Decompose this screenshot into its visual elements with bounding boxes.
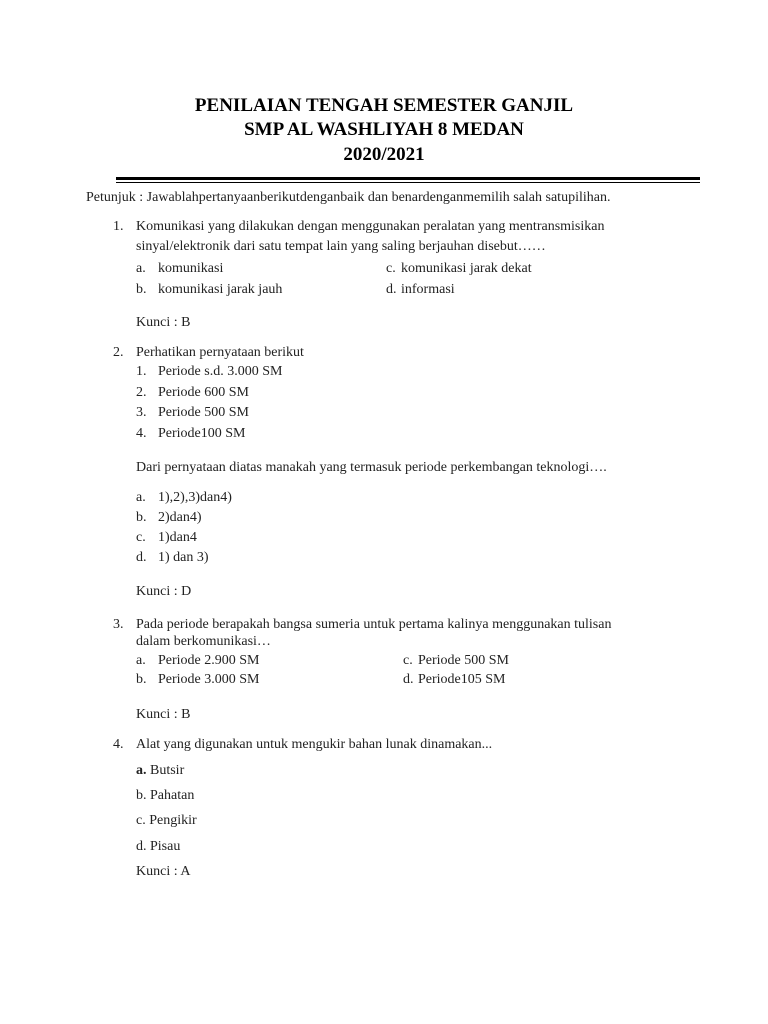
option-letter: b. [136,672,147,687]
question-prompt: Dari pernyataan diatas manakah yang termasuk periode perkembangan teknologi…. [136,460,607,475]
option-line [136,838,180,856]
answer-key: Kunci : B [136,315,191,330]
option-text: 1),2),3)dan4) [158,490,232,505]
option-line [136,762,184,780]
option-letter: c. [386,261,396,276]
option-letter: b. [136,788,147,803]
statement-text: Periode 500 SM [158,405,249,420]
title-line-2: SMP AL WASHLIYAH 8 MEDAN [244,119,524,140]
option-text: Periode105 SM [418,672,506,687]
question-number: 2. [113,345,124,360]
statement-text: Periode 600 SM [158,385,249,400]
option-letter: b. [136,510,147,525]
option-letter: a. [136,490,146,505]
option-text: komunikasi jarak dekat [401,261,532,276]
option-letter: c. [403,653,413,668]
option-text: komunikasi [158,261,224,276]
option-text: Periode 500 SM [418,653,509,668]
option-text: Butsir [150,763,185,778]
question-text: Pada periode berapakah bangsa sumeria untuk pertama kalinya menggunakan tulisan [136,617,612,632]
question-text: Perhatikan pernyataan berikut [136,345,304,360]
option-text: Pisau [150,839,181,854]
statement-number: 1. [136,364,147,379]
statement-text: Periode100 SM [158,426,246,441]
option-letter: a. [136,261,146,276]
statement-number: 4. [136,426,147,441]
header-divider-thin [116,182,700,183]
question-text-cont: sinyal/elektronik dari satu tempat lain yang saling berjauhan disebut…… [136,239,546,254]
question-text: Komunikasi yang dilakukan dengan menggunakan peralatan yang mentransmisikan [136,219,605,234]
title-year: 2020/2021 [343,144,425,165]
option-letter: c. [136,813,146,828]
answer-key: Kunci : D [136,584,192,599]
statement-text: Periode s.d. 3.000 SM [158,364,283,379]
option-letter: b. [136,282,147,297]
option-text: informasi [401,282,455,297]
option-text: 2)dan4) [158,510,202,525]
option-letter: d. [403,672,414,687]
option-text: komunikasi jarak jauh [158,282,283,297]
instruction: Petunjuk : Jawablahpertanyaanberikutdenganbaik dan benardenganmemilih salah satupilihan. [86,190,611,205]
option-text: 1) dan 3) [158,550,209,565]
question-number: 1. [113,219,124,234]
option-line [136,787,194,805]
option-letter: c. [136,530,146,545]
statement-number: 2. [136,385,147,400]
answer-key: Kunci : A [136,864,191,879]
title-line-1: PENILAIAN TENGAH SEMESTER GANJIL [194,95,574,116]
question-text: Alat yang digunakan untuk mengukir bahan lunak dinamakan... [136,737,493,752]
statement-number: 3. [136,405,147,420]
question-number: 4. [113,737,124,752]
answer-key: Kunci : B [136,707,191,722]
option-text: Pahatan [150,788,195,803]
header-divider-thick [116,177,700,180]
option-text: Periode 3.000 SM [158,672,260,687]
option-text: 1)dan4 [158,530,197,545]
option-line [136,812,197,830]
option-text: Periode 2.900 SM [158,653,260,668]
option-letter: d. [136,550,147,565]
question-text-cont: dalam berkomunikasi… [136,634,271,649]
option-letter: d. [136,839,147,854]
option-letter: a. [136,763,147,778]
question-number: 3. [113,617,124,632]
option-text: Pengikir [149,813,197,828]
option-letter: d. [386,282,397,297]
option-letter: a. [136,653,146,668]
